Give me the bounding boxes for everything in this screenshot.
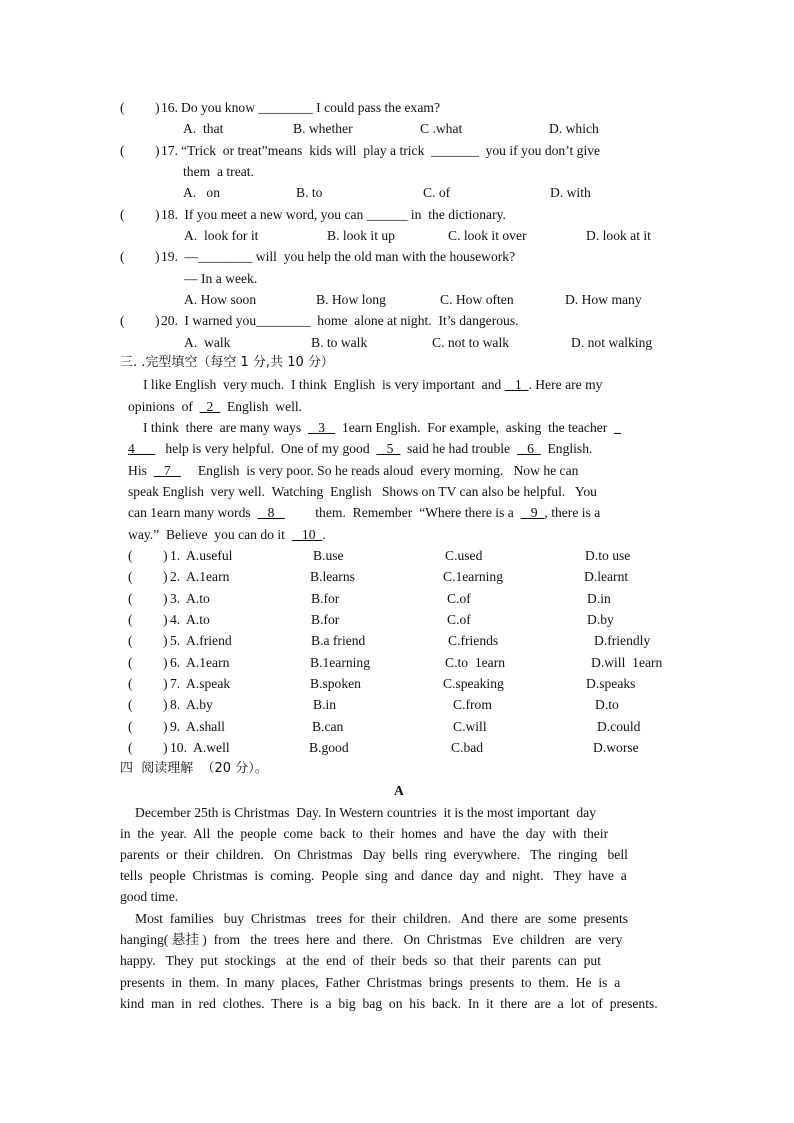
answer-paren-open[interactable]: ( [120,207,125,222]
section-3-heading: 三. .完型填空（每空 1 分,共 10 分） [120,355,334,370]
question-stem: —________ will you help the old man with the housework? [181,249,516,264]
option-a[interactable]: A. How soon [184,292,257,307]
option-a[interactable]: A. look for it [184,228,259,243]
option-a[interactable]: A. on [183,185,221,200]
answer-paren[interactable]: ( [128,569,133,584]
option-d[interactable]: D. How many [565,292,642,307]
option-c[interactable]: C. look it over [448,228,527,243]
option-c[interactable]: C.speaking [443,676,504,691]
reading-line: December 25th is Christmas Day. In Western countries it is the most important day [135,805,597,820]
passage-text: English. [540,441,593,456]
option-c[interactable]: C. How often [440,292,514,307]
blank-3[interactable]: _3_ [307,420,336,435]
answer-paren-close: ) [155,143,160,158]
option-d[interactable]: D.speaks [586,676,636,691]
option-d[interactable]: D. which [549,121,599,136]
answer-paren-close: ) [163,676,168,691]
option-d[interactable]: D.will 1earn [591,655,663,670]
option-c[interactable]: C.friends [448,633,499,648]
answer-paren[interactable]: ( [128,719,133,734]
answer-paren[interactable]: ( [128,676,133,691]
passage-line-6: speak English very well. Watching English Shows on TV can also be helpful. You [128,484,597,499]
option-d[interactable]: D. not walking [571,335,653,350]
reading-line: good time. [120,889,179,904]
blank-1[interactable]: _1_ [504,377,529,392]
option-c[interactable]: C.from [453,697,492,712]
option-b[interactable]: B.in [313,697,337,712]
answer-paren[interactable]: ( [128,612,133,627]
option-a[interactable]: A. that [183,121,224,136]
question-stem: Do you know ________ I could pass the exam? [181,100,440,115]
answer-paren-close: ) [163,612,168,627]
option-a[interactable]: A.to [186,612,210,627]
passage-text: English is very poor. So he reads aloud every morning. Now he can [180,463,579,478]
option-c[interactable]: C. not to walk [432,335,510,350]
option-d[interactable]: D.to use [585,548,631,563]
passage-text: English well. [220,399,303,414]
option-b[interactable]: B. whether [293,121,353,136]
question-number: 16. [161,100,178,115]
answer-paren-close: ) [163,591,168,606]
answer-paren-close: ) [163,655,168,670]
option-d[interactable]: D.by [587,612,614,627]
passage-text: help is very helpful. One of my good [155,441,377,456]
passage-line-7 [128,505,600,521]
option-a[interactable]: A.useful [186,548,233,563]
reading-line: kind man in red clothes. There is a big bag on his back. In it there are a lot of presents. [120,996,658,1011]
option-a[interactable]: A. walk [184,335,231,350]
option-d[interactable]: D.could [597,719,641,734]
option-c[interactable]: C. of [423,185,451,200]
passage-text: can 1earn many words [128,505,258,520]
option-d[interactable]: D.in [587,591,611,606]
question-number: 2. [170,569,181,584]
blank-8[interactable]: _8_ [257,505,285,520]
reading-line: hanging( 悬挂 ) from the trees here and there. On Christmas Eve children are very [120,932,623,947]
answer-paren-close: ) [155,313,160,328]
option-d[interactable]: D.learnt [584,569,629,584]
passage-text: His [128,463,154,478]
option-a[interactable]: A.speak [186,676,231,691]
answer-paren-close: ) [163,548,168,563]
question-number: 5. [170,633,181,648]
answer-paren-close: ) [163,569,168,584]
option-a[interactable]: A.by [186,697,213,712]
option-c[interactable]: C.bad [451,740,484,755]
answer-paren-close: ) [155,249,160,264]
answer-paren-close: ) [163,740,168,755]
question-number: 17. [161,143,178,158]
passage-text: way.” Believe you can do it [128,527,292,542]
passage-text: I like English very much. I think English is very important and [143,377,505,392]
option-b[interactable]: B.learns [310,569,355,584]
passage-text: 1earn English. For example, asking the teacher [335,420,615,435]
blank-4-start[interactable]: _ [614,420,621,435]
reading-line: in the year. All the people come back to their homes and have the day with their [120,826,609,841]
answer-paren-open[interactable]: ( [120,100,125,115]
answer-paren-open[interactable]: ( [120,249,125,264]
option-c[interactable]: C.of [447,591,471,606]
option-c[interactable]: C.of [447,612,471,627]
option-c[interactable]: C.to 1earn [445,655,506,670]
option-b[interactable]: B.a friend [311,633,366,648]
blank-5[interactable]: _5_ [376,441,401,456]
option-a[interactable]: A.well [193,740,230,755]
blank-6[interactable]: _6_ [516,441,541,456]
question-number: 9. [170,719,181,734]
reading-line: tells people Christmas is coming. People sing and dance day and night. They have a [120,868,627,883]
option-b[interactable]: B.good [309,740,349,755]
option-b[interactable]: B.use [313,548,344,563]
question-stem: “Trick or treat”means kids will play a trick _______ you if you don’t give [181,143,601,158]
question-number: 10. [170,740,187,755]
blank-4[interactable]: ___ [134,441,156,456]
passage-text: opinions of [128,399,200,414]
answer-paren-open[interactable]: ( [120,143,125,158]
question-number: 7. [170,676,181,691]
passage-line-1 [143,377,602,393]
option-a[interactable]: A.to [186,591,210,606]
passage-line-2 [128,399,302,415]
option-d[interactable]: D. look at it [586,228,651,243]
passage-text: , there is a [544,505,601,520]
option-b[interactable]: B. How long [316,292,386,307]
option-d[interactable]: D.worse [593,740,639,755]
option-a[interactable]: A.1earn [186,655,230,670]
reading-line: parents or their children. On Christmas Day bells ring everywhere. The ringing bell [120,847,628,862]
option-d[interactable]: D.friendly [594,633,651,648]
question-stem-continued: them a treat. [183,164,254,179]
question-number: 4. [170,612,181,627]
option-a[interactable]: A.1earn [186,569,230,584]
passage-line-4 [128,441,592,457]
passage-text: . [322,527,326,542]
option-b[interactable]: B.1earning [310,655,371,670]
option-b[interactable]: B. to walk [311,335,368,350]
option-c[interactable]: C.will [453,719,487,734]
passage-text: . Here are my [528,377,603,392]
answer-paren-close: ) [155,207,160,222]
answer-paren[interactable]: ( [128,633,133,648]
passage-text: said he had trouble [400,441,517,456]
option-b[interactable]: B. look it up [327,228,395,243]
answer-paren-close: ) [163,719,168,734]
option-d[interactable]: D. with [550,185,591,200]
blank-10[interactable]: _10_ [291,527,323,542]
question-number: 8. [170,697,181,712]
answer-paren-open[interactable]: ( [120,313,125,328]
reading-line: presents in them. In many places, Father Christmas brings presents to them. He is a [120,975,621,990]
answer-paren-close: ) [163,697,168,712]
option-a[interactable]: A.friend [186,633,232,648]
passage-subtitle: A [394,783,404,798]
blank-4-number[interactable]: 4 [128,441,135,456]
answer-paren-close: ) [163,633,168,648]
option-b[interactable]: B.can [312,719,344,734]
blank-2[interactable]: _2_ [199,399,221,414]
option-a[interactable]: A.shall [186,719,225,734]
question-stem-continued: — In a week. [184,271,258,286]
option-b[interactable]: B.for [311,591,340,606]
blank-9[interactable]: _9_ [520,505,545,520]
question-number: 6. [170,655,181,670]
option-d[interactable]: D.to [595,697,619,712]
option-b[interactable]: B. to [296,185,323,200]
question-number: 3. [170,591,181,606]
answer-paren[interactable]: ( [128,591,133,606]
answer-paren[interactable]: ( [128,548,133,563]
option-c[interactable]: C.1earning [443,569,504,584]
passage-line-3 [143,420,621,436]
answer-paren[interactable]: ( [128,697,133,712]
question-number: 19. [161,249,178,264]
answer-paren[interactable]: ( [128,740,133,755]
option-b[interactable]: B.spoken [310,676,361,691]
reading-line: Most families buy Christmas trees for their children. And there are some presents [135,911,629,926]
question-number: 18. [161,207,178,222]
question-number: 20. [161,313,178,328]
passage-line-8 [128,527,326,543]
passage-text: them. Remember “Where there is a [284,505,521,520]
section-4-heading: 四 阅读理解 （20 分）。 [120,761,268,776]
passage-text: I think there are many ways [143,420,308,435]
question-stem: I warned you________ home alone at night. It’s dangerous. [181,313,519,328]
passage-line-5 [128,463,578,479]
blank-7[interactable]: _7_ [153,463,181,478]
option-c[interactable]: C.used [445,548,483,563]
question-stem: If you meet a new word, you can ______ in the dictionary. [181,207,506,222]
question-number: 1. [170,548,181,563]
answer-paren[interactable]: ( [128,655,133,670]
option-c[interactable]: C .what [420,121,463,136]
option-b[interactable]: B.for [311,612,340,627]
answer-paren-close: ) [155,100,160,115]
reading-line: happy. They put stockings at the end of their beds so that their parents can put [120,953,601,968]
